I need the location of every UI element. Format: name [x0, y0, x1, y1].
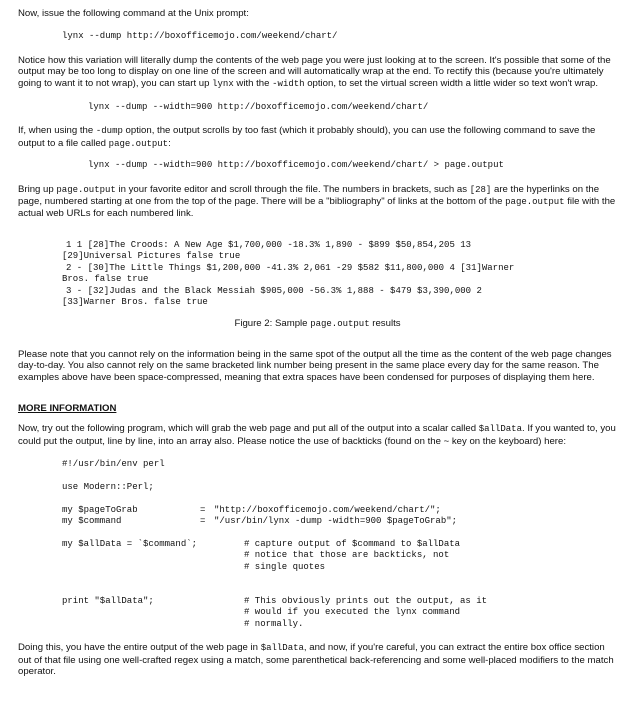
intro-text: Now, issue the following command at the Unix prompt: [18, 8, 249, 19]
code-line: # normally. [244, 618, 304, 629]
inline-code-lynx: lynx [212, 78, 234, 89]
figure-caption: Figure 2: Sample page.output results [234, 318, 401, 330]
sample-output [62, 239, 586, 308]
code-line: my $allData = `$command`; # capture output of $command to $allData [62, 538, 461, 549]
code-line: # notice that those are backticks, not [244, 550, 450, 561]
code-line: my $pageToGrab = "http://boxofficemojo.com/weekend/chart/"; [62, 504, 441, 515]
command-lynx-redirect: lynx --dump --width=900 http://boxofficemojo.com/weekend/chart/ > page.output [88, 160, 504, 171]
inline-code-bracket: [28] [469, 184, 492, 195]
code-line: #!/usr/bin/env perl [62, 459, 165, 470]
notice-paragraph: Notice how this variation will literally dump the contents of the web page you were just looking at to the screen. It's possible that some of the output may be too long to display on one line of the screen and will automatically wrap at the end. To rectify this (because you're ultimately going to want it to not wrap), you can start up lynx with the -width option, to set the virtual screen width a little wider so text won't wrap. [18, 54, 611, 89]
inline-code-alldata: $allData [478, 424, 522, 435]
sample-line: [33]Warner Bros. false true [62, 296, 208, 307]
inline-code-page-output: page.output [56, 184, 116, 195]
inline-code-page-output: page.output [505, 197, 565, 208]
inline-code-page-output: page.output [108, 138, 169, 149]
bring-up-paragraph: Bring up page.output in your favorite editor and scroll through the file. The numbers in brackets, such as [28] are the hyperlinks on the page, numbered starting at one from the top of the page. There will be a "bibliography" of links at the bottom of the page.output file with the actual web URLs for each numbered link. [18, 183, 616, 220]
if-when-paragraph: If, when using the -dump option, the output scrolls by too fast (which it probably should), you can use the following command to save the output to a file called page.output: [18, 125, 596, 149]
doing-this-paragraph: Doing this, you have the entire output of the web page in $allData, and now, if you're careful, you can extract the entire box office section out of that file using one well-crafted regex using a match, some parenthetical back-referencing and some well-placed modifiers to the match operator. [18, 642, 614, 677]
command-lynx-dump: lynx --dump http://boxofficemojo.com/weekend/chart/ [62, 31, 338, 42]
inline-code-width: -width [272, 78, 305, 89]
code-line: # single quotes [244, 561, 326, 572]
command-lynx-dump-width: lynx --dump --width=900 http://boxofficemojo.com/weekend/chart/ [88, 102, 429, 113]
inline-code-alldata: $allData [260, 643, 304, 654]
sample-line: 1 1 [28]The Croods: A New Age $1,700,000 -18.3% 1,890 - $899 $50,854,205 13 [66, 239, 472, 250]
code-line: print "$allData"; # This obviously prints out the output, as it [62, 595, 488, 606]
perl-program [62, 459, 617, 630]
code-line: use Modern::Perl; [62, 481, 154, 492]
sample-line: 3 - [32]Judas and the Black Messiah $905,000 -56.3% 1,888 - $479 $3,390,000 2 [66, 285, 482, 296]
sample-line: 2 - [30]The Little Things $1,200,000 -41.3% 2,061 -29 $582 $11,800,000 4 [31]Warner [66, 262, 515, 273]
sample-line: [29]Universal Pictures false true [62, 251, 241, 262]
code-line: my $command = "/usr/bin/lynx -dump -width=900 $pageToGrab"; [62, 516, 458, 527]
please-note-paragraph: Please note that you cannot rely on the information being in the same spot of the output all the time as the content of the web page changes day-to-day. You also cannot rely on the same bracketed link number being present in the same place every day for the same reason. The examples above have been space-compressed, meaning that extra spaces have been condensed for purposes of displaying them here. [18, 348, 612, 383]
more-information-heading: MORE INFORMATION [18, 402, 117, 414]
sample-line: Bros. false true [62, 274, 149, 285]
code-line: # would if you executed the lynx command [244, 607, 461, 618]
now-try-paragraph: Now, try out the following program, which will grab the web page and put all of the output into a scalar called $allData. If you wanted to, you could put the output, line by line, into an array also. Please notice the use of backticks (found on the ~ key on the keyboard) here: [18, 423, 616, 447]
inline-code-dump: -dump [95, 126, 123, 137]
